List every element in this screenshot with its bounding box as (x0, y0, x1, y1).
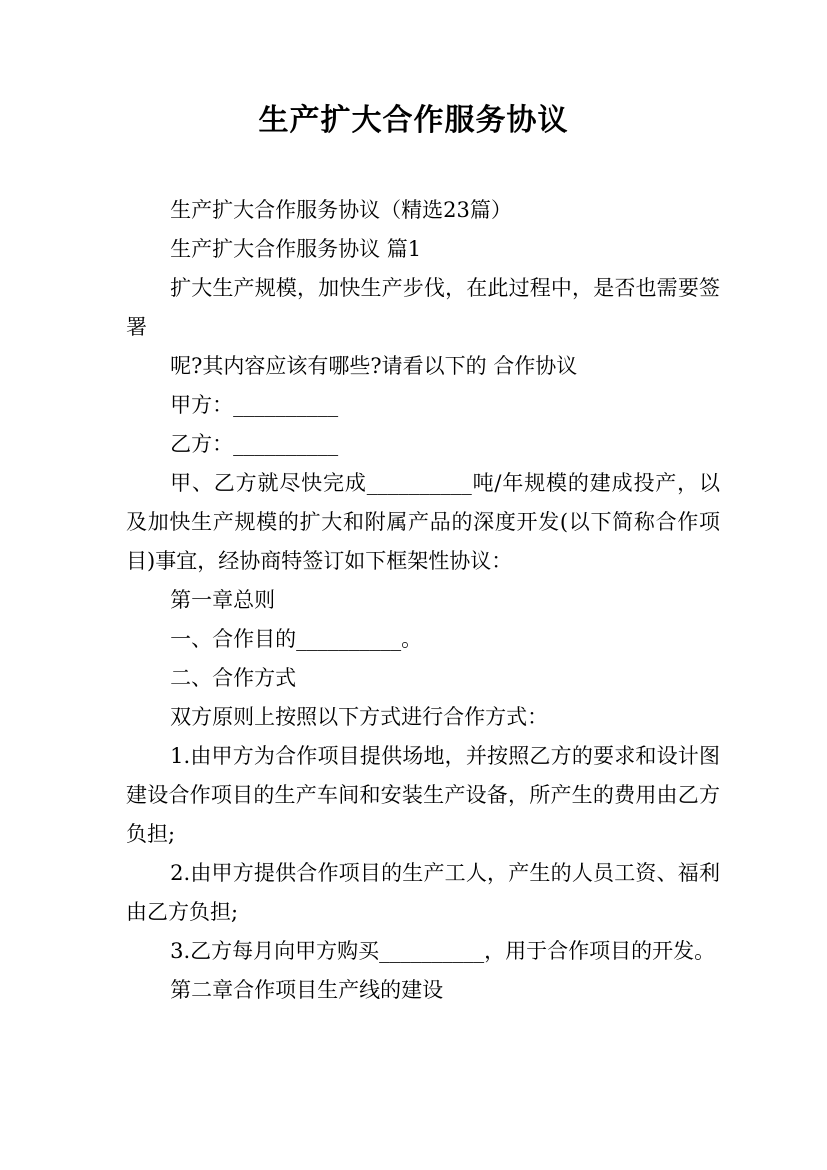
clause-purpose: 一、合作目的__________。 (170, 627, 423, 651)
paragraph-intro: 扩大生产规模，加快生产步伐，在此过程中，是否也需要签署 (126, 276, 720, 339)
paragraph-preamble: 甲、乙方就尽快完成__________吨/年规模的建成投产，以及加快生产规模的扩大和附属产品的深度开发(以下简称合作项目)事宜，经协商特签订如下框架性协议： (126, 471, 720, 573)
clause-method-heading: 二、合作方式 (170, 666, 297, 690)
party-a-line: 甲方：__________ (170, 393, 339, 417)
paragraph-subtitle: 生产扩大合作服务协议（精选23篇） (170, 198, 512, 222)
party-b-line: 乙方：__________ (170, 432, 339, 456)
chapter-heading-2: 第二章合作项目生产线的建设 (170, 978, 444, 1002)
clause-item-1: 1.由甲方为合作项目提供场地，并按照乙方的要求和设计图建设合作项目的生产车间和安装生产设备，所产生的费用由乙方负担; (126, 744, 720, 846)
paragraph-section-heading: 生产扩大合作服务协议 篇1 (170, 237, 422, 261)
clause-item-3: 3.乙方每月向甲方购买__________，用于合作项目的开发。 (170, 939, 716, 963)
clause-item-2: 2.由甲方提供合作项目的生产工人，产生的人员工资、福利由乙方负担; (126, 861, 720, 924)
chapter-heading-1: 第一章总则 (170, 588, 276, 612)
document-title: 生产扩大合作服务协议 (258, 103, 569, 138)
document-body (126, 191, 720, 1010)
paragraph-intro-continued: 呢?其内容应该有哪些?请看以下的 合作协议 (170, 354, 578, 378)
clause-method-intro: 双方原则上按照以下方式进行合作方式： (170, 705, 549, 729)
